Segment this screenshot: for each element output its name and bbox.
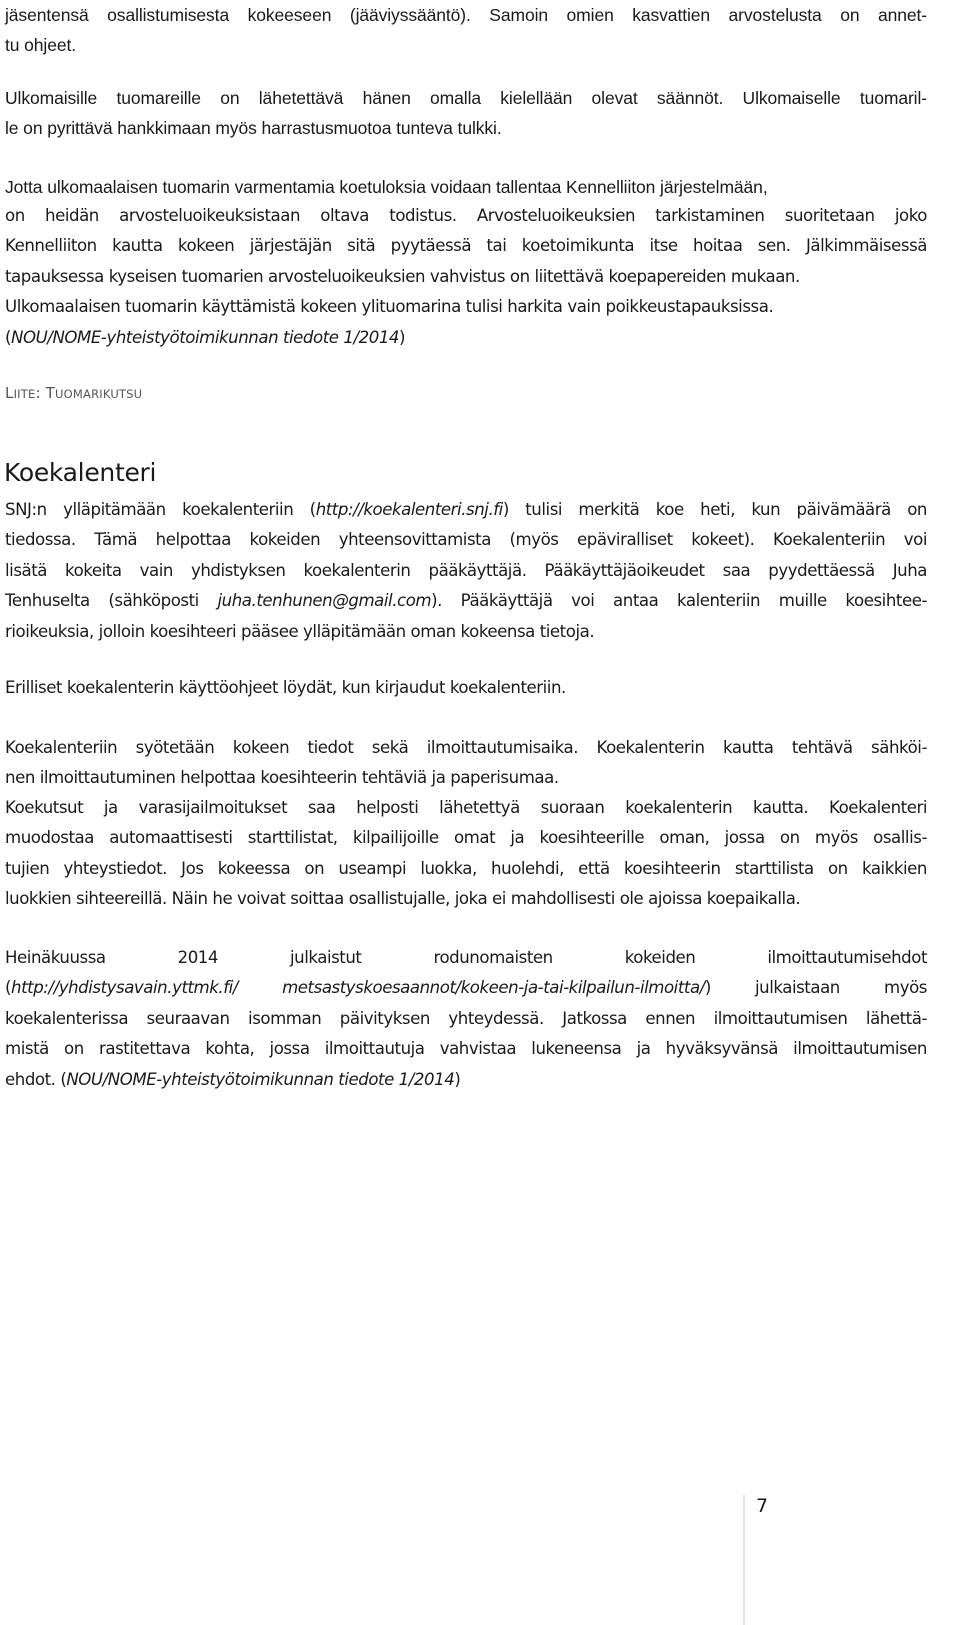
koekalenteri-p2-line-1: Erilliset koekalenterin käyttöohjeet löydät, kun kirjaudut koekalenteriin. [5,678,566,697]
foreign-rules-line-1: Ulkomaisille tuomareille on lähetettävä hänen omalla kielellään olevat säännöt. Ulkomaiselle tuomaril- [5,88,927,108]
foreign-rules-paragraph [5,83,927,143]
intro-line-1: jäsentensä osallistumisesta kokeeseen (jääviyssääntö). Samoin omien kasvattien arvostelusta on annet- [5,5,927,25]
certificate-line-6: (NOU/NOME-yhteistyötoimikunnan tiedote 1/2014) [5,327,406,347]
koekalenteri-p5-line-2: (http://yhdistysavain.yttmk.fi/ metsastyskoesaannot/kokeen-ja-tai-kilpailun-ilmoitta/) julkaistaan myös [5,978,927,998]
certificate-line-4: tapauksessa kyseisen tuomarien arvosteluoikeuksien vahvistus on liitettävä koepapereiden mukaan. [5,266,800,286]
page-number-divider [743,1495,745,1625]
koekalenteri-p1-line-5: rioikeuksia, jolloin koesihteeri pääsee ylläpitämään oman kokeensa tietoja. [5,621,595,641]
koekalenteri-paragraph-2 [5,673,927,703]
koekalenteri-reference: NOU/NOME-yhteistyötoimikunnan tiedote 1/2014 [66,1069,455,1089]
koekalenteri-p1-line-3: lisätä kokeita vain yhdistyksen koekalenterin pääkäyttäjä. Pääkäyttäjäoikeudet saa pyydettäessä Juha [5,560,927,580]
koekalenteri-p3-line-1: Koekalenteriin syötetään kokeen tiedot sekä ilmoittautumisaika. Koekalenterin kautta tehtävä sähköi- [5,738,927,757]
koekalenteri-p1-line-2: tiedossa. Tämä helpottaa kokeiden yhteensovittamista (myös epäviralliset kokeet). Koekalenteriin voi [5,530,927,550]
appendix-label: LIITE: TUOMARIKUTSU [5,384,143,402]
rules-url[interactable]: http://yhdistysavain.yttmk.fi/ metsastyskoesaannot/kokeen-ja-tai-kilpailun-ilmoitta/ [11,978,705,998]
certificate-paragraph [5,172,927,353]
koekalenteri-paragraph-3 [5,733,927,794]
page-number: 7 [756,1495,769,1517]
certificate-line-5: Ulkomaalaisen tuomarin käyttämistä kokeen ylituomarina tulisi harkita vain poikkeustapauksissa. [5,297,774,317]
koekalenteri-p4-line-3: tujien yhteystiedot. Jos kokeessa on useampi luokka, huolehdi, että koesihteerin starttilista on kaikkien [5,858,927,878]
koekalenteri-p5-line-4: mistä on rastitettava kohta, jossa ilmoittautuja vahvistaa lukeneensa ja hyväksyvänsä ilmoittautumisen [5,1039,927,1059]
koekalenteri-p4-line-2: muodostaa automaattisesti starttilistat, kilpailijoille omat ja koesihteerille oman, jossa on myös osallis- [5,828,927,848]
certificate-line-2: on heidän arvosteluoikeuksistaan oltava todistus. Arvosteluoikeuksien tarkistaminen suoritetaan joko [5,206,927,225]
koekalenteri-p4-line-1: Koekutsut ja varasijailmoitukset saa helposti lähetettyä suoraan koekalenterin kautta. Koekalenteri [5,798,927,817]
koekalenteri-url[interactable]: http://koekalenteri.snj.fi [315,500,503,519]
section-heading-koekalenteri: Koekalenteri [4,458,157,487]
foreign-rules-line-2: le on pyrittävä hankkimaan myös harrastusmuotoa tunteva tulkki. [5,118,502,138]
certificate-reference: NOU/NOME-yhteistyötoimikunnan tiedote 1/2014 [11,327,400,347]
certificate-line-1: Jotta ulkomaalaisen tuomarin varmentamia koetuloksia voidaan tallentaa Kennelliiton järjestelmään, [5,177,768,197]
contact-email[interactable]: juha.tenhunen@gmail.com [217,591,432,611]
koekalenteri-paragraph-4 [5,793,927,915]
certificate-line-3: Kennelliiton kautta kokeen järjestäjän sitä pyytäessä tai koetoimikunta itse hoitaa sen. Jälkimmäisessä [5,236,927,256]
intro-paragraph [5,0,927,60]
koekalenteri-p1-line-1: SNJ:n ylläpitämään koekalenteriin (http://koekalenteri.snj.fi) tulisi merkitä koe heti, kun päivämäärä on [5,500,927,519]
koekalenteri-p1-line-4: Tenhuselta (sähköposti juha.tenhunen@gmail.com). Pääkäyttäjä voi antaa kalenteriin muille koesihtee- [5,591,927,611]
koekalenteri-p5-line-5: ehdot. (NOU/NOME-yhteistyötoimikunnan tiedote 1/2014) [5,1069,461,1089]
koekalenteri-p5-line-3: koekalenterissa seuraavan isomman päivityksen yhteydessä. Jatkossa ennen ilmoittautumisen lähettä- [5,1008,927,1028]
koekalenteri-paragraph-1 [5,495,927,647]
koekalenteri-p3-line-2: nen ilmoittautuminen helpottaa koesihteerin tehtäviä ja paperisumaa. [5,768,559,788]
koekalenteri-p4-line-4: luokkien sihteereillä. Näin he voivat soittaa osallistujalle, joka ei mahdollisesti ole ajoissa koepaikalla. [5,889,801,909]
koekalenteri-p5-line-1: Heinäkuussa 2014 julkaistut rodunomaisten kokeiden ilmoittautumisehdot [5,948,927,967]
intro-line-2: tu ohjeet. [5,35,76,55]
koekalenteri-paragraph-5 [5,943,927,1095]
